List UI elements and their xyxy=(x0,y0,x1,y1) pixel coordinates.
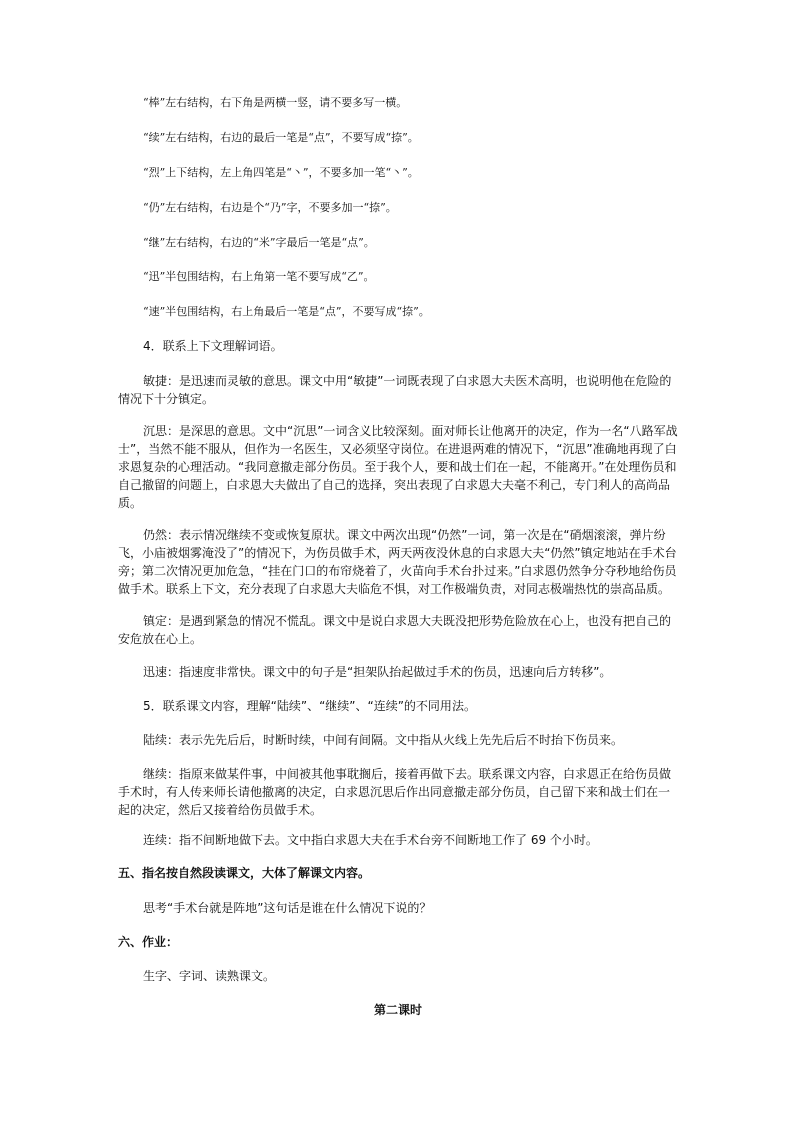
vocab-rengran: 仍然：表示情况继续不变或恢复原状。课文中两次出现“仍然”一词，第一次是在“硝烟滚滚，弹片纷飞，小庙被烟雾淹没了”的情况下，为伤员做手术，两天两夜没休息的白求恩大夫“仍然”镇定地站在手术台旁；第二次情况更加危急，“挂在门口的布帘烧着了，火苗向手术台扑过来。”白求恩仍然争分夺秒地给伤员做手术。联系上下文，充分表现了白求恩大夫临危不惧，对工作极端负责，对同志极端热忱的崇高品质。 xyxy=(118,528,677,596)
stroke-note-xu: “续”左右结构，右边的最后一笔是“点”，不要写成“捺”。 xyxy=(143,131,419,144)
vocab-minjie: 敏捷：是迅速而灵敏的意思。课文中用“敏捷”一词既表现了白求恩大夫医术高明，也说明他在危险的情况下十分镇定。 xyxy=(118,374,672,406)
stroke-note-reng: “仍”左右结构，右边是个“乃”字，不要多加一“捺”。 xyxy=(143,201,397,214)
part-6-content: 生字、字词、读熟课文。 xyxy=(143,969,276,983)
section-5-heading: 5．联系课文内容，理解“陆续”、“继续”、“连续”的不同用法。 xyxy=(143,699,476,713)
part-5-heading: 五、指名按自然段读课文，大体了解课文内容。 xyxy=(118,866,371,880)
stroke-note-su: “速”半包围结构，右上角最后一笔是“点”，不要写成“捺”。 xyxy=(143,305,430,318)
stroke-note-ji: “继”左右结构，右边的“米”字最后一笔是“点”。 xyxy=(143,236,375,249)
vocab-chensi: 沉思：是深思的意思。文中“沉思”一词含义比较深刻。面对师长让他离开的决定，作为一名“八路军战士”，当然不能不服从，但作为一名医生，又必须坚守岗位。在进退两难的情况下，“沉思”准确地再现了白求恩复杂的心理活动。“我同意撤走部分伤员。至于我个人，要和战士们在一起，不能离开。”在处理伤员和自己撤留的问题上，白求恩大夫做出了自己的选择，突出表现了白求恩大夫毫不利己，专门利人的高尚品质。 xyxy=(118,424,678,510)
part-6-heading: 六、作业： xyxy=(118,935,179,949)
stroke-note-bang: “棒”左右结构，右下角是两横一竖，请不要多写一横。 xyxy=(143,96,408,109)
stroke-note-lie: “烈”上下结构，左上角四笔是“丶”，不要多加一笔“丶”。 xyxy=(143,166,419,179)
vocab-zhending: 镇定：是遇到紧急的情况不慌乱。课文中是说白求恩大夫既没把形势危险放在心上，也没有把自己的安危放在心上。 xyxy=(118,614,672,646)
section-4-heading: 4．联系上下文理解词语。 xyxy=(143,339,283,353)
usage-jixu: 继续：指原来做某件事，中间被其他事耽搁后，接着再做下去。联系课文内容，白求恩正在给伤员做手术时，有人传来师长请他撤离的决定，白求恩沉思后作出同意撤走部分伤员，自己留下来和战士们在一起的决定，然后又接着给伤员做手术。 xyxy=(118,767,672,817)
stroke-note-xun: “迅”半包围结构，右上角第一笔不要写成“乙”。 xyxy=(143,270,375,283)
lesson-2-heading: 第二课时 xyxy=(373,1003,422,1017)
usage-luxu: 陆续：表示先先后后，时断时续，中间有间隔。文中指从火线上先先后后不时抬下伤员来。 xyxy=(143,733,624,747)
usage-lianxu: 连续：指不间断地做下去。文中指白求恩大夫在手术台旁不间断地工作了 69 个小时。 xyxy=(143,833,598,847)
vocab-xunsu: 迅速：指速度非常快。课文中的句子是“担架队抬起做过手术的伤员，迅速向后方转移”。 xyxy=(143,665,612,679)
part-5-question: 思考“手术台就是阵地”这句话是谁在什么情况下说的？ xyxy=(143,901,432,915)
